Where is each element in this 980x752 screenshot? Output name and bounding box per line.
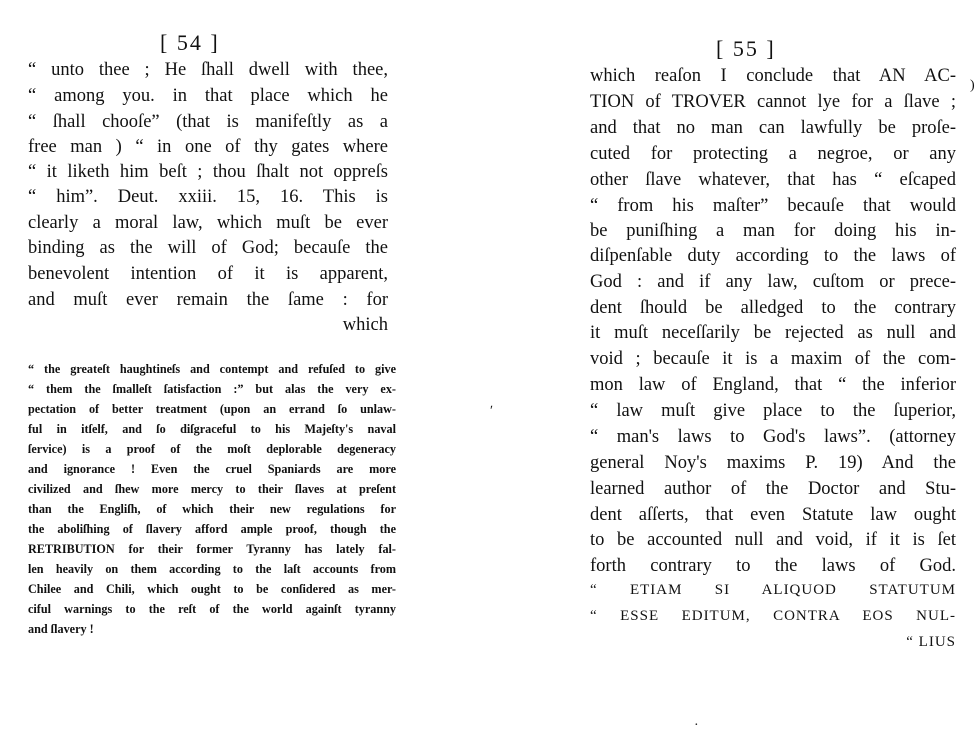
footnote-line: len heavily on them according to the laſt accounts from: [28, 562, 396, 576]
text-line: “ ſhall chooſe” (that is manifeſtly as a: [28, 112, 388, 132]
text-line: “ ESSE EDITUM, CONTRA EOS NUL-: [590, 608, 956, 624]
catchword: “ LIUS: [906, 634, 956, 650]
footnote-line: ſervice) is a proof of the moſt deplorable degeneracy: [28, 442, 396, 456]
text-line: “ among you. in that place which he: [28, 86, 388, 106]
text-line: and muſt ever remain the ſame : for: [28, 290, 388, 310]
footnote-line: civilized and ſhew more mercy to their ſlaves at preſent: [28, 482, 396, 496]
text-line: void ; becauſe it is a maxim of the com-: [590, 349, 956, 369]
footnote-line: ciful warnings to the reſt of the world againſt tyranny: [28, 602, 396, 616]
text-line: to be accounted null and void, if it is ſet: [590, 530, 956, 550]
text-line: God : and if any law, cuſtom or prece-: [590, 272, 956, 292]
text-line: “ unto thee ; He ſhall dwell with thee,: [28, 60, 388, 80]
text-line: “ ETIAM SI ALIQUOD STATUTUM: [590, 582, 956, 598]
footnote-line: the aboliſhing of ſlavery afford ample proof, though the: [28, 522, 396, 536]
text-line: binding as the will of God; becauſe the: [28, 238, 388, 258]
text-line: cuted for protecting a negroe, or any: [590, 144, 956, 164]
footnote-line: pectation of better treatment (upon an errand ſo unlaw-: [28, 402, 396, 416]
text-line: free man ) “ in one of thy gates where: [28, 137, 388, 157]
text-line: be puniſhing a man for doing his in-: [590, 221, 956, 241]
text-line: TION of TROVER cannot lye for a ſlave ;: [590, 92, 956, 112]
footnote-line: RETRIBUTION for their former Tyranny has lately fal-: [28, 542, 396, 556]
text-line: dent aſſerts, that even Statute law ought: [590, 505, 956, 525]
text-line: other ſlave whatever, that has “ eſcaped: [590, 170, 956, 190]
catchword: which: [342, 315, 388, 335]
text-line: clearly a moral law, which muſt be ever: [28, 213, 388, 233]
text-line: “ from his maſter” becauſe that would: [590, 196, 956, 216]
left-page-number: [ 54 ]: [160, 30, 220, 55]
footnote-line: and ignorance ! Even the cruel Spaniards are more: [28, 462, 396, 476]
margin-mark: ʹ: [490, 404, 494, 419]
text-line: and that no man can lawfully be proſe-: [590, 118, 956, 138]
footnote-line: “ them the ſmalleſt ſatisfaction :” but alas the very ex-: [28, 382, 396, 396]
text-line: “ man's laws to God's laws”. (attorney: [590, 427, 956, 447]
text-line: learned author of the Doctor and Stu-: [590, 479, 956, 499]
footnote-line: “ the greateſt haughtineſs and contempt and refuſed to give: [28, 362, 396, 376]
text-line: “ law muſt give place to the ſuperior,: [590, 401, 956, 421]
footnote-line: ful in itſelf, and ſo diſgraceful to his Majeſty's naval: [28, 422, 396, 436]
edge-mark: ): [970, 78, 975, 93]
text-line: it muſt neceſſarily be rejected as null and: [590, 323, 956, 343]
footnote-line: than the Engliſh, of which their new regulations for: [28, 502, 396, 516]
text-line: mon law of England, that “ the inferior: [590, 375, 956, 395]
text-line: forth contrary to the laws of God.: [590, 556, 956, 576]
text-line: general Noy's maxims P. 19) And the: [590, 453, 956, 473]
text-line: dent ſhould be alledged to the contrary: [590, 298, 956, 318]
text-line: which reaſon I conclude that AN AC-: [590, 66, 956, 86]
footnote-line: Chilee and Chili, which ought to be conſidered as mer-: [28, 582, 396, 596]
text-line: benevolent intention of it is apparent,: [28, 264, 388, 284]
bottom-dot: ·: [694, 718, 699, 733]
text-line: “ him”. Deut. xxiii. 15, 16. This is: [28, 187, 388, 207]
right-page-number: [ 55 ]: [716, 36, 776, 61]
footnote-line: and ſlavery !: [28, 622, 94, 636]
text-line: diſpenſable duty according to the laws of: [590, 246, 956, 266]
text-line: “ it liketh him beſt ; thou ſhalt not oppreſs: [28, 162, 388, 182]
